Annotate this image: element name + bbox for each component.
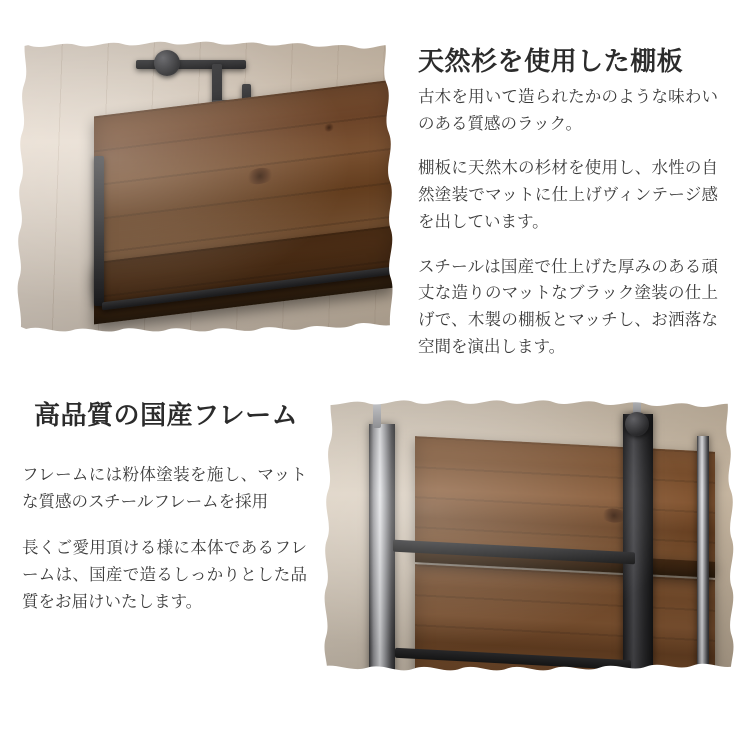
section-1-paragraph-3: スチールは国産で仕上げた厚みのある頑丈な造りのマットなブラック塗装の仕上げで、木製の棚板とマッチし、お洒落な空間を演出します。 <box>418 256 718 356</box>
section-2-headline: 高品質の国産フレーム <box>34 400 299 430</box>
section-2-paragraph-1: フレームには粉体塗装を施し、マットな質感のスチールフレームを採用 <box>22 465 307 511</box>
section-1-headline: 天然杉を使用した棚板 <box>418 46 684 76</box>
section-natural-cedar-shelf <box>0 0 750 370</box>
frame-photo-inner <box>323 396 735 676</box>
shelf-photo <box>16 38 394 334</box>
photo-vignette <box>16 38 394 334</box>
frame-photo <box>323 396 735 676</box>
section-2-paragraph-2: 長くご愛用頂ける様に本体であるフレームは、国産で造るしっかりとした品質をお届けいたします。 <box>22 538 307 611</box>
section-1-paragraph-2: 棚板に天然木の杉材を使用し、水性の自然塗装でマットに仕上げヴィンテージ感を出しています。 <box>418 158 718 231</box>
section-2-body <box>22 462 307 636</box>
photo-vignette-2 <box>323 396 735 676</box>
section-1-paragraph-1: 古木を用いて造られたかのような味わいのある質感のラック。 <box>418 87 718 133</box>
section-1-body <box>418 84 718 378</box>
shelf-photo-inner <box>16 38 394 334</box>
